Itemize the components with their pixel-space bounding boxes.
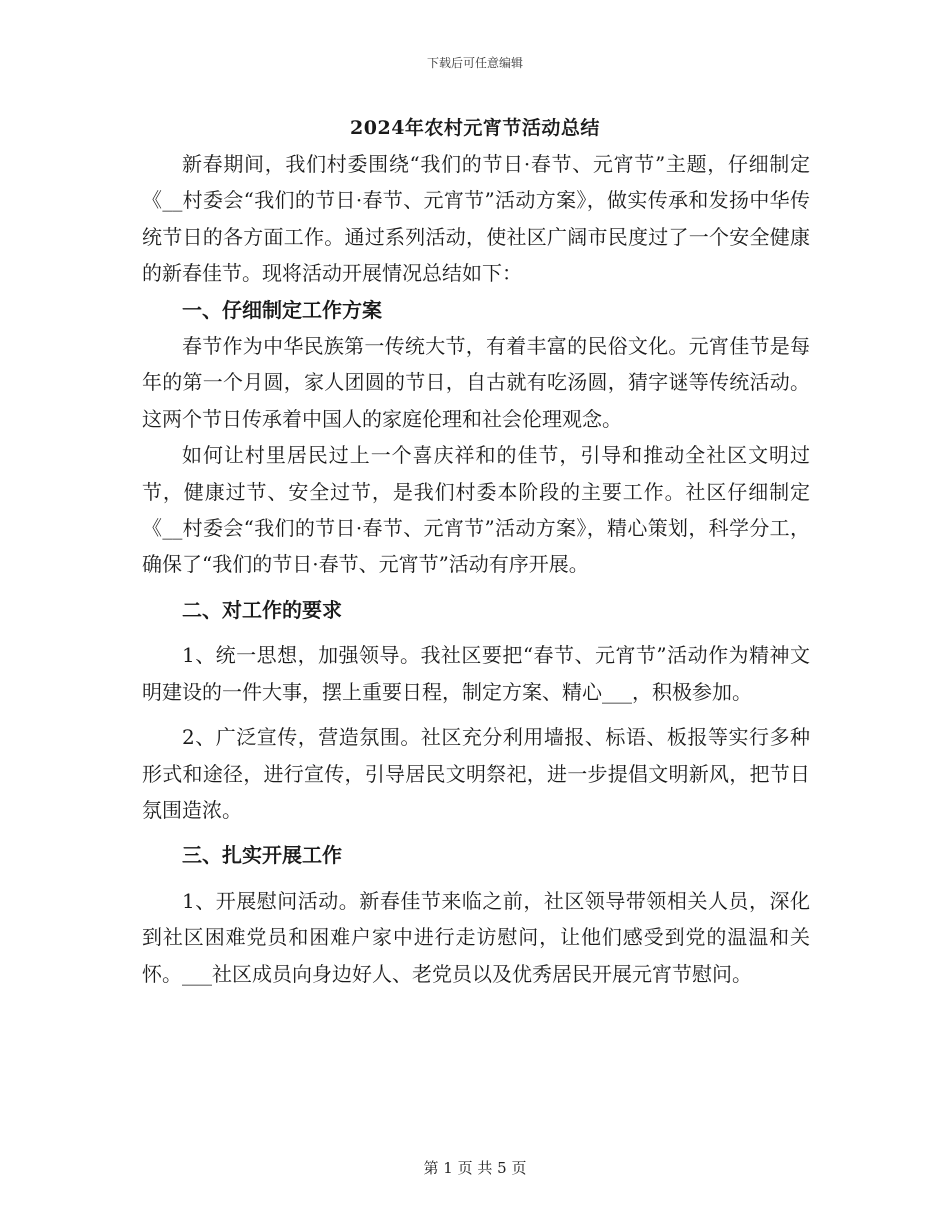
section-2-item-2: 2、广泛宣传，营造氛围。社区充分利用墙报、标语、板报等实行多种形式和途径，进行宣传，引导居民文明祭祀，进一步提倡文明新风，把节日氛围造浓。: [142, 725, 810, 822]
page-number: 第 1 页 共 5 页: [423, 1159, 527, 1177]
intro-paragraph: 新春期间，我们村委围绕“我们的节日·春节、元宵节”主题，仔细制定《__村委会“我们的节日·春节、元宵节”活动方案》，做实传承和发扬中华传统节日的各方面工作。通过系列活动，使社区广阔市民度过了一个安全健康的新春佳节。现将活动开展情况总结如下：: [142, 152, 810, 286]
section-heading-3: 三、扎实开展工作: [182, 843, 342, 868]
section-1-paragraph-2: 如何让村里居民过上一个喜庆祥和的佳节，引导和推动全社区文明过节，健康过节、安全过节，是我们村委本阶段的主要工作。社区仔细制定《__村委会“我们的节日·春节、元宵节”活动方案》，精心策划，科学分工，确保了“我们的节日·春节、元宵节”活动有序开展。: [142, 443, 810, 577]
document-title: 2024年农村元宵节活动总结: [350, 117, 600, 139]
section-1-paragraph-1: 春节作为中华民族第一传统大节，有着丰富的民俗文化。元宵佳节是每年的第一个月圆，家人团圆的节日，自古就有吃汤圆，猜字谜等传统活动。这两个节日传承着中国人的家庭伦理和社会伦理观念。: [142, 334, 810, 431]
section-heading-1: 一、仔细制定工作方案: [182, 297, 382, 322]
section-3-item-1: 1、开展慰问活动。新春佳节来临之前，社区领导带领相关人员，深化到社区困难党员和困难户家中进行走访慰问，让他们感受到党的温温和关怀。___社区成员向身边好人、老党员以及优秀居民开展元宵节慰问。: [142, 888, 810, 986]
document-body: [142, 146, 810, 992]
section-heading-2: 二、对工作的要求: [182, 597, 342, 622]
section-2-item-1: 1、统一思想，加强领导。我社区要把“春节、元宵节”活动作为精神文明建设的一件大事，摆上重要日程，制定方案、精心___，积极参加。: [142, 643, 810, 704]
page-header: 下载后可任意编辑: [426, 56, 523, 70]
